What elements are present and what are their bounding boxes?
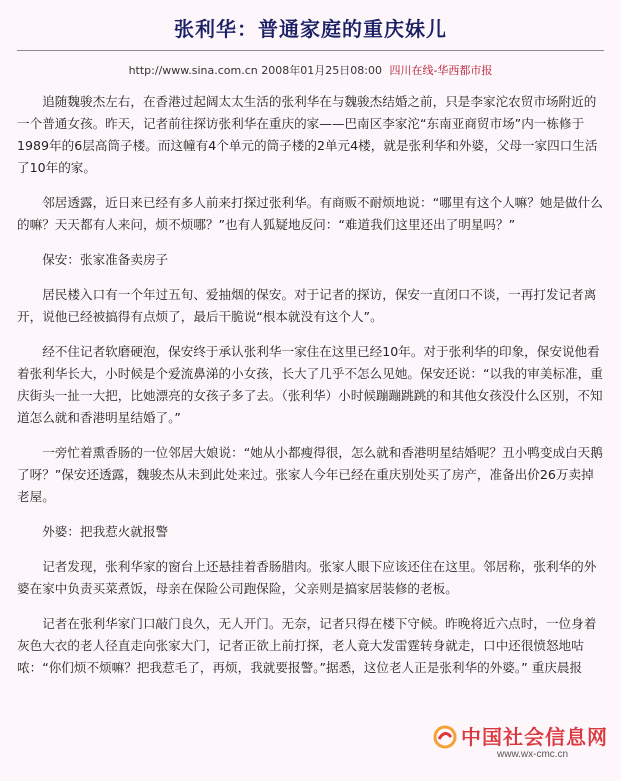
title-divider <box>17 50 604 51</box>
watermark-site-name: 中国社会信息网 <box>461 725 608 749</box>
article-meta <box>17 63 604 79</box>
paragraph: 追随魏骏杰左右，在香港过起阔太太生活的张利华在与魏骏杰结婚之前，只是李家沱农贸市场附近的一个普通女孩。昨天，记者前往探访张利华在重庆的家——巴南区李家沱“东南亚商贸市场”内一栋修于1989年的6层高筒子楼。而这幢有4个单元的筒子楼的2单元4楼，就是张利华和外婆，父母一家四口生活了10年的家。 <box>17 94 598 175</box>
article-url-date: http://www.sina.com.cn 2008年01月25日08:00 <box>128 64 382 77</box>
paragraph: 经不住记者软磨硬泡，保安终于承认张利华一家住在这里已经10年。对于张利华的印象，保安说他看着张利华长大，小时候是个爱流鼻涕的小女孩，长大了几乎不怎么见她。保安还说：“以我的审美标准，重庆街头一扯一大把，比她漂亮的女孩子多了去。（张利华）小时候蹦蹦跳跳的和其他女孩没什么区别，不知道怎么就和香港明星结婚了。” <box>17 344 603 425</box>
paragraph: 记者在张利华家门口敲门良久，无人开门。无奈，记者只得在楼下守候。昨晚将近六点时，一位身着灰色大衣的老人径直走向张家大门，记者正欲上前打探，老人竟大发雷霆转身就走，口中还很愤怒地咕哝：“你们烦不烦嘛？把我惹毛了，再烦，我就要报警。”据悉，这位老人正是张利华的外婆。” 重庆晨报 <box>17 616 597 675</box>
section-heading: 保安：张家准备卖房子 <box>42 252 169 267</box>
article-title: 张利华：普通家庭的重庆妹儿 <box>174 17 447 41</box>
paragraph: 居民楼入口有一个年过五旬、爱抽烟的保安。对于记者的探访，保安一直闭口不谈，一再打发记者离开，说他已经被搞得有点烦了，最后干脆说“根本就没有这个人”。 <box>17 287 597 324</box>
paragraph: 邻居透露，近日来已经有多人前来打探过张利华。有商贩不耐烦地说：“哪里有这个人嘛？她是做什么的嘛？天天都有人来问，烦不烦哪？”也有人狐疑地反问：“难道我们这里还出了明星吗？” <box>17 195 603 232</box>
watermark-site-url: www.wx-cmc.cn <box>497 749 569 760</box>
section-heading: 外婆：把我惹火就报警 <box>42 524 169 539</box>
article-body <box>17 91 604 679</box>
article-source-link[interactable]: 四川在线-华西都市报 <box>389 64 493 77</box>
paragraph: 一旁忙着熏香肠的一位邻居大娘说：“她从小都瘦得很，怎么就和香港明星结婚呢？丑小鸭变成白天鹅了呀？”保安还透露，魏骏杰从未到此处来过。张家人今年已经在重庆别处买了房产，准备出价26万卖掉老屋。 <box>17 445 603 504</box>
paragraph: 记者发现，张利华家的窗台上还悬挂着香肠腊肉。张家人眼下应该还住在这里。邻居称，张利华的外婆在家中负责买菜煮饭，母亲在保险公司跑保险，父亲则是搞家居装修的老板。 <box>17 559 597 596</box>
